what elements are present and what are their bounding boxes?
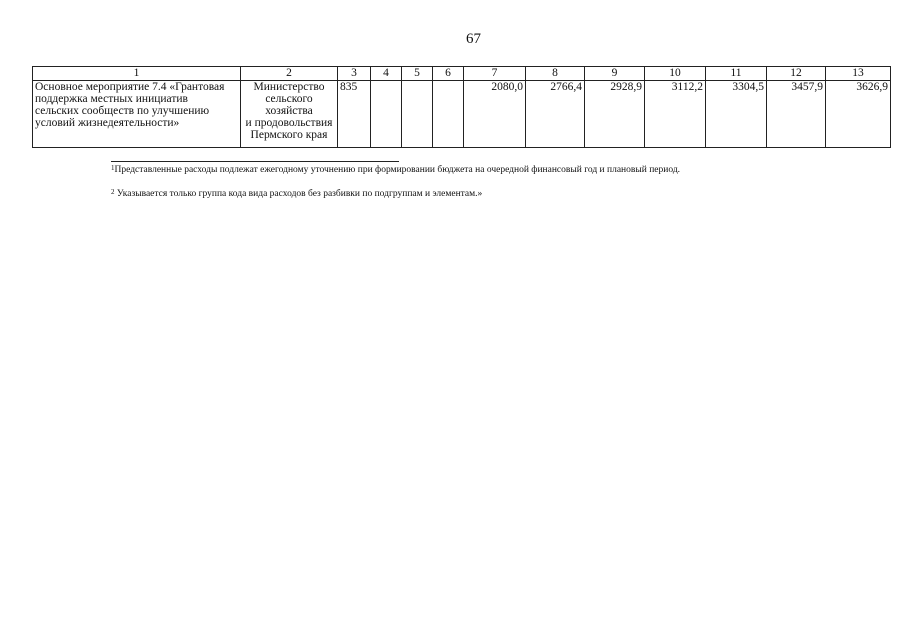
header-cell-4: 4: [371, 67, 402, 81]
empty-cell-5: [402, 81, 433, 148]
code-cell: 835: [338, 81, 371, 148]
footnote-text: Представленные расходы подлежат ежегодному уточнению при формировании бюджета на очередной финансовый год и плановый период.: [114, 165, 681, 175]
value-cell-8: 2766,4: [526, 81, 585, 148]
value-cell-12: 3457,9: [767, 81, 826, 148]
table-row: [33, 81, 891, 148]
header-cell-8: 8: [526, 67, 585, 81]
header-cell-7: 7: [464, 67, 526, 81]
empty-cell-4: [371, 81, 402, 148]
value-cell-11: 3304,5: [706, 81, 767, 148]
activity-name-line: поддержка местных инициатив: [35, 93, 188, 105]
footnote-mark: 2: [111, 188, 115, 196]
header-cell-10: 10: [645, 67, 706, 81]
expenditure-table: [32, 66, 891, 148]
header-cell-2: 2: [241, 67, 338, 81]
footnote-mark: 1: [111, 164, 115, 172]
value-cell-9: 2928,9: [585, 81, 645, 148]
header-cell-11: 11: [706, 67, 767, 81]
header-cell-12: 12: [767, 67, 826, 81]
executor-line: хозяйства: [265, 105, 313, 117]
executor-line: сельского: [265, 93, 313, 105]
value-cell-13: 3626,9: [826, 81, 891, 148]
executor-cell: [241, 81, 338, 148]
activity-name-cell: [33, 81, 241, 148]
executor-line: Министерство: [253, 81, 325, 93]
page-number: 67: [466, 31, 481, 47]
header-cell-9: 9: [585, 67, 645, 81]
activity-name-line: Основное мероприятие 7.4 «Грантовая: [35, 81, 225, 93]
header-cell-13: 13: [826, 67, 891, 81]
footnote-separator: [111, 161, 399, 162]
header-cell-3: 3: [338, 67, 371, 81]
executor-line: Пермского края: [250, 129, 328, 141]
activity-name-line: условий жизнедеятельности»: [35, 117, 180, 129]
executor-line: и продовольствия: [245, 117, 333, 129]
table-header-row: [33, 67, 891, 81]
footnote-text: Указывается только группа кода вида расходов без разбивки по подгруппам и элементам.»: [116, 189, 483, 199]
header-cell-5: 5: [402, 67, 433, 81]
activity-name-line: сельских сообществ по улучшению: [35, 105, 210, 117]
header-cell-1: 1: [33, 67, 241, 81]
header-cell-6: 6: [433, 67, 464, 81]
footnote-2: [111, 189, 482, 200]
footnote-1: [111, 165, 680, 176]
value-cell-10: 3112,2: [645, 81, 706, 148]
value-cell-7: 2080,0: [464, 81, 526, 148]
empty-cell-6: [433, 81, 464, 148]
